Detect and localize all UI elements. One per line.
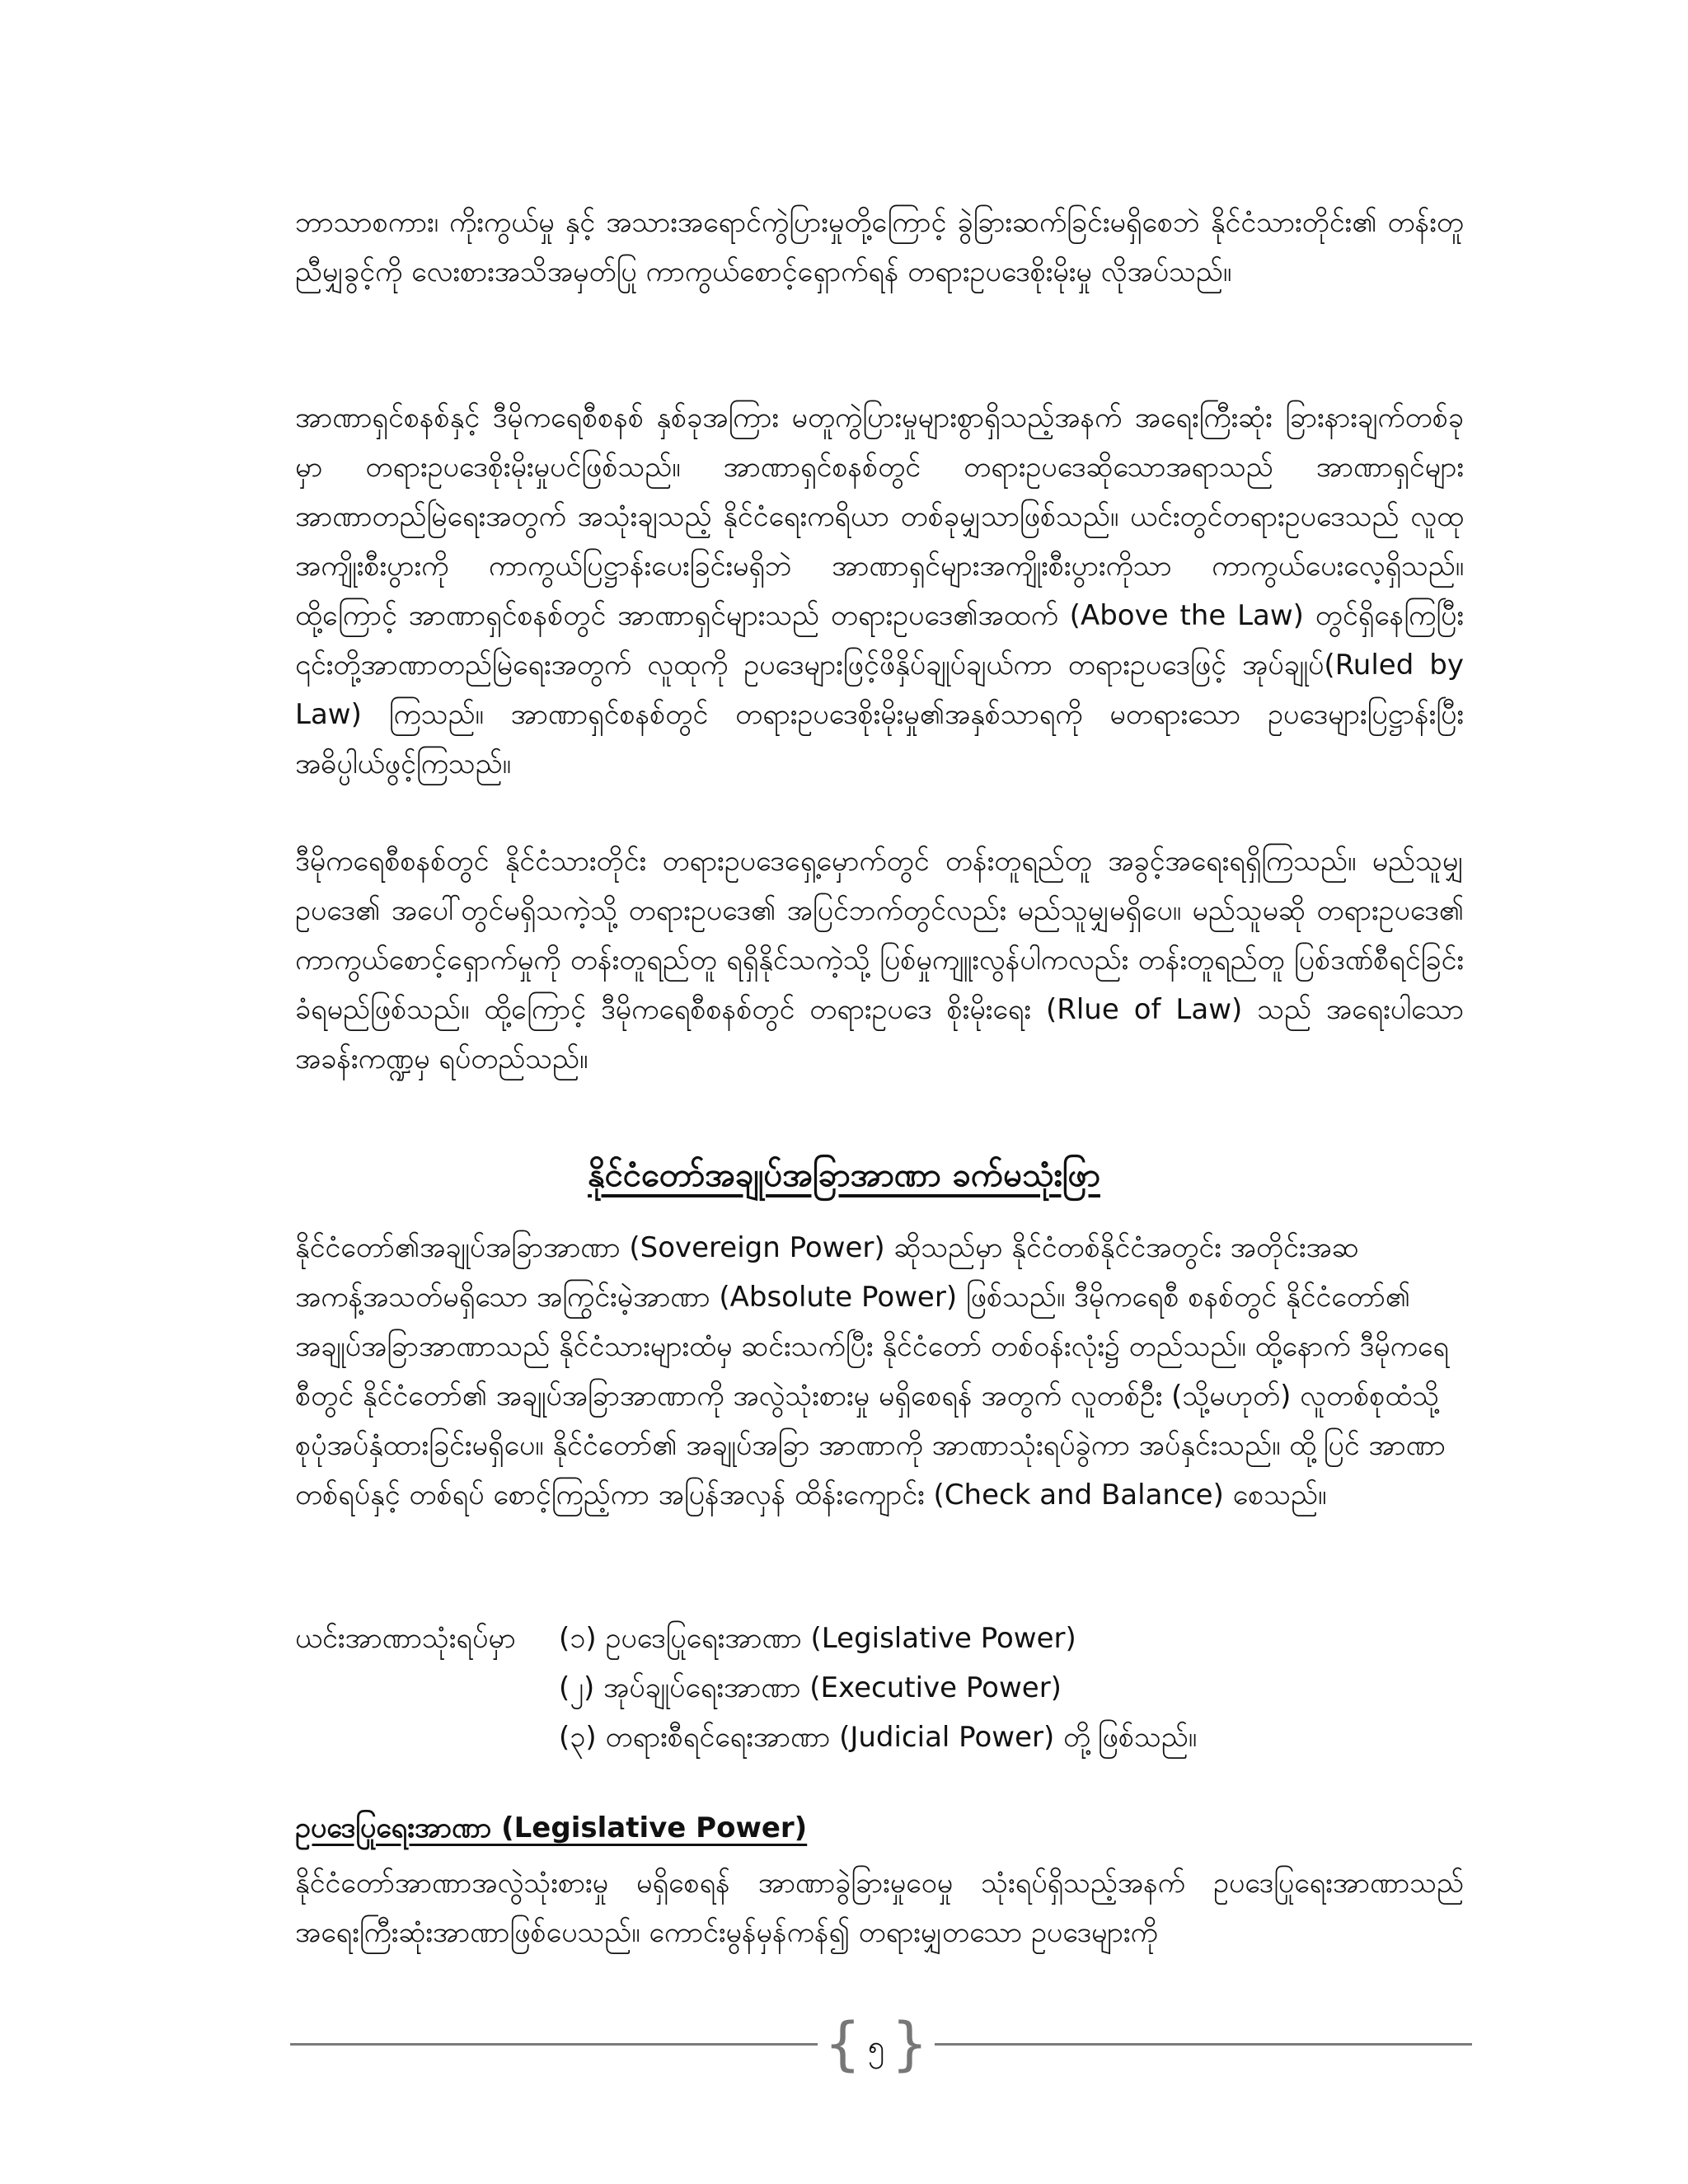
paragraph-dictatorship-vs-democracy: အာဏာရှင်စနစ်နှင့် ဒီမိုကရေစီစနစ် နှစ်ခုအကြား မတူကွဲပြားမှုများစွာရှိသည့်အနက် အရေးကြီးဆုံး ခြားနားချက်တစ်ခုမှာ တရားဥပဒေစိုးမိုးမှုပင်ဖြစ်သည်။ အာဏာရှင်စနစ်တွင် တရားဥပဒေဆိုသောအရာသည် အာဏာရှင်များ အာဏာတည်မြဲရေးအတွက် အသုံးချသည့် နိုင်ငံရေးကရိယာ တစ်ခုမျှသာဖြစ်သည်။ ယင်းတွင်တရားဥပဒေသည် လူထုအကျိုးစီးပွားကို ကာကွယ်ပြဋ္ဌာန်းပေးခြင်းမရှိဘဲ အာဏာရှင်များအကျိုးစီးပွားကိုသာ ကာကွယ်ပေးလေ့ရှိသည်။ ထို့ကြောင့် အာဏာရှင်စနစ်တွင် အာဏာရှင်များသည် တရားဥပဒေ၏အထက် (Above the Law) တွင်ရှိနေကြပြီး ၎င်းတို့အာဏာတည်မြဲရေးအတွက် လူထုကို ဥပဒေများဖြင့်ဖိနှိပ်ချုပ်ချယ်ကာ တရားဥပဒေဖြင့် အုပ်ချုပ်(Ruled by Law) ကြသည်။ အာဏာရှင်စနစ်တွင် တရားဥပဒေစိုးမိုးမှု၏အနှစ်သာရကို မတရားသော ဥပဒေများပြဋ္ဌာန်းပြီး အဓိပ္ပါယ်ဖွင့်ကြသည်။ — [295, 401, 1464, 780]
paragraph-sovereign-power: နိုင်ငံတော်၏အချုပ်အခြာအာဏာ (Sovereign Power) ဆိုသည်မှာ နိုင်ငံတစ်နိုင်ငံအတွင်း အတိုင်းအဆ အကန့်အသတ်မရှိသော အကြွင်းမဲ့အာဏာ (Absolute Power) ဖြစ်သည်။ ဒီမိုကရေစီ စနစ်တွင် နိုင်ငံတော်၏ အချုပ်အခြာအာဏာသည် နိုင်ငံသားများထံမှ ဆင်းသက်ပြီး နိုင်ငံတော် တစ်ဝန်းလုံး၌ တည်သည်။ ထို့နောက် ဒီမိုကရေစီတွင် နိုင်ငံတော်၏ အချုပ်အခြာအာဏာကို အလွဲသုံးစားမှု မရှိစေရန် အတွက် လူတစ်ဦး (သို့မဟုတ်) လူတစ်စုထံသို့ စုပုံအပ်နှံထားခြင်းမရှိပေ။ နိုင်ငံတော်၏ အချုပ်အခြာ အာဏာကို အာဏာသုံးရပ်ခွဲကာ အပ်နှင်းသည်။ ထို့ပြင် အာဏာတစ်ရပ်နှင့် တစ်ရပ် စောင့်ကြည့်ကာ အပြန်အလှန် ထိန်းကျောင်း (Check and Balance) စေသည်။ — [295, 1231, 1449, 1511]
right-brace-icon: } — [891, 2010, 928, 2078]
paragraph-democracy-rule-of-law: ဒီမိုကရေစီစနစ်တွင် နိုင်ငံသားတိုင်း တရားဥပဒေရှေ့မှောက်တွင် တန်းတူရည်တူ အခွင့်အရေးရရှိကြသည်။ မည်သူမျှ ဥပဒေ၏ အပေါ်တွင်မရှိသကဲ့သို့ တရားဥပဒေ၏ အပြင်ဘက်တွင်လည်း မည်သူမျှမရှိပေ။ မည်သူမဆို တရားဥပဒေ၏ ကာကွယ်စောင့်ရှောက်မှုကို တန်းတူရည်တူ ရရှိနိုင်သကဲ့သို့ ပြစ်မှုကျူးလွန်ပါကလည်း တန်းတူရည်တူ ပြစ်ဒဏ်စီရင်ခြင်းခံရမည်ဖြစ်သည်။ ထို့ကြောင့် ဒီမိုကရေစီစနစ်တွင် တရားဥပဒေ စိုးမိုးရေး (Rlue of Law) သည် အရေးပါသော အခန်းကဏ္ဍမှ ရပ်တည်သည်။ — [295, 845, 1464, 1076]
paragraph-equality: ဘာသာစကား၊ ကိုးကွယ်မှု နှင့် အသားအရောင်ကွဲပြားမှုတို့ကြောင့် ခွဲခြားဆက်ခြင်းမရှိစေဘဲ နိုင်ငံသားတိုင်း၏ တန်းတူညီမျှခွင့်ကို လေးစားအသိအမှတ်ပြု ကာကွယ်စောင့်ရှောက်ရန် တရားဥပဒေစိုးမိုးမှု လိုအပ်သည်။ — [295, 206, 1464, 288]
list-lead: ယင်းအာဏာသုံးရပ်မှာ — [295, 1622, 516, 1655]
footer-divider-left — [290, 2043, 818, 2046]
list-item-executive: (၂) အုပ်ချုပ်ရေးအာဏာ (Executive Power) — [559, 1671, 1062, 1704]
left-brace-icon: { — [824, 2010, 861, 2078]
section-heading: နိုင်ငံတော်အချုပ်အခြာအာဏာ ခက်မသုံးဖြာ — [588, 1156, 1100, 1194]
footer-divider-right — [935, 2043, 1472, 2046]
page-number-frame — [818, 2011, 935, 2080]
page-number: ၅ — [867, 2030, 885, 2064]
paragraph-legislative-power: နိုင်ငံတော်အာဏာအလွဲသုံးစားမှု မရှိစေရန် အာဏာခွဲခြားမှုဝေမှု သုံးရပ်ရှိသည့်အနက် ဥပဒေပြုရေးအာဏာသည် အရေးကြီးဆုံးအာဏာဖြစ်ပေသည်။ ကောင်းမွန်မှန်ကန်၍ တရားမျှတသော ဥပဒေများကို — [295, 1867, 1464, 1949]
subheading-legislative-power: ဥပဒေပြုရေးအာဏာ (Legislative Power) — [295, 1811, 808, 1844]
list-item-judicial: (၃) တရားစီရင်ရေးအာဏာ (Judicial Power) တို့ဖြစ်သည်။ — [559, 1721, 1198, 1754]
list-item-legislative: (၁) ဥပဒေပြုရေးအာဏာ (Legislative Power) — [559, 1622, 1076, 1655]
